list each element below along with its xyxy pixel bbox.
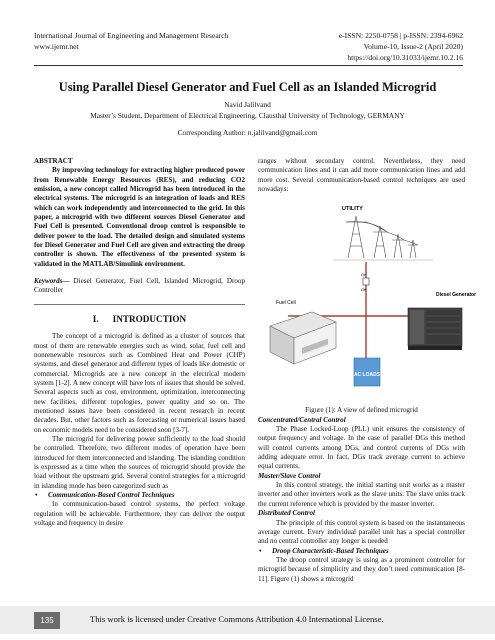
affiliation: Master’s Student, Department of Electrical Engineering, Clausthal University of Technology, GERMANY [90,110,405,120]
header-left [34,30,228,52]
subheading-distributed-control: Distributed Control [258,509,315,518]
fuel-cell-label: Fuel Cell [276,300,296,307]
keywords-list: Diesel Generator, Fuel Cell, Islanded Microgrid, Droop Controller [34,277,245,295]
bullet-droop [258,547,465,556]
paper-title: Using Parallel Diesel Generator and Fuel Cell as an Islanded Microgrid [58,80,437,94]
right-paragraph-3: The principle of this control system is based on the instantaneous average current. Every individual parallel unit has a special controller and no central controller any longer is needed [258,518,465,546]
keywords [34,277,245,296]
section-heading-introduction [34,315,245,324]
page-number: 135 [34,612,60,629]
right-paragraph-0: ranges without secondary control. Nevertheless, they need communication lines and it can add more communication lines and add more cost. Several communication-based control techniques are used nowadays: [258,157,465,194]
abstract-divider [34,304,245,305]
abstract-text: By improving technology for extracting higher produced power from Renewable Energy Resources (RES), and reducing CO2 emission, a new concept called Microgrid has been introduced in the electrical systems. The microgrid is an integration of loads and RES which can work independently and interconnected to the grid. In this paper, a microgrid with two different sources Diesel Generator and Fuel Cell is presented. Conventional droop control is responsible to deliver power to the load. The detailed design and simulated systems for Diesel Generator and Fuel Cell are given and extracting the droop controller is shown. The effectiveness of the presented system is validated in the MATLAB/Simulink environment. [34,166,245,268]
author-name: Navid Jalilvand [224,100,271,109]
section-title: INTRODUCTION [112,313,187,324]
right-paragraph-1: The Phase Locked-Loop (PLL) unit ensures the consistency of output frequency and voltage. In the case of parallel DGs this method will control currents among DGs, and control currents of DGs with adding adequate error. In fact, DGs track average current to achieve equal currents. [258,425,465,471]
license-notice[interactable]: This work is licensed under Creative Commons Attribution 4.0 International License. [90,614,384,624]
author-block [0,100,495,121]
bullet-text: Communication-Based Control Techniques [48,491,175,499]
volume-issue: Volume-10, Issue-2 (April 2020) [363,42,463,51]
keywords-label: Keywords— [34,277,70,286]
header-right [339,30,463,63]
corresponding-author: Corresponding Author: n.jalilvand@gmail.com [177,128,318,137]
intro-paragraph-1: The concept of a microgrid is defined as a cluster of sources that most of them are renewable energies such as wind, solar, fuel cell and nonrenewable resources such as Combined Heat and Power (CHP) systems, and diesel generator and different types of loads like domestic or commercial. Microgrids are a new concept in the electrical modern system [1-2]. A new concept will have lots of issues that should be solved. Several aspects such as cost, environment, optimization, interconnecting new facilities, different topologies, power quality and so on. The mentioned issues have been considered in recent research in recent decades. But, other factors such as forecasting or numerical issues based on economic models need to be considered soon [3-7]. [34,332,246,434]
microgrid-diagram [258,198,477,400]
right-paragraph-4: The droop control strategy is using as a prominent controller for microgrid because of simplicity and they don’t need communication [8-11]. Figure (1) shows a microgrid [258,555,465,583]
subheading-master-slave: Master/Slave Control [258,471,321,480]
section-number: I. [92,313,99,324]
right-column [258,157,477,584]
diesel-label-text: Diesel Generator [436,292,477,299]
header-rule [34,65,463,66]
bullet-communication [34,491,245,500]
abstract-heading: ABSTRACT [34,157,73,165]
diesel-generator-icon [408,308,462,350]
switch-on-label: On [361,272,367,278]
journal-website[interactable]: www.ijemr.net [34,42,79,51]
intro-paragraph-3: In communication-based control systems, the perfect voltage regulation will be achievable. Furthermore, they can deliver the output voltage and frequency in desire [34,500,245,528]
breaker-switch-icon [363,278,369,285]
intro-paragraph-2: The microgrid for delivering power sufficiently to the load should be controlled. Therefore, two different modes of operation have been introduced for them interconnected and islanding. The islanding condition is expressed as a time when the sources of microgrid should provide the load without the upstream grid. Several control strategies for a microgrid in islanding mode has been categorized such as [34,434,245,490]
utility-label: UTILITY [342,206,363,213]
left-column [34,157,245,528]
power-lines-icon [346,216,418,258]
bullet-text: Droop Characteristic-Based Techniques [272,546,389,555]
doi-link[interactable]: https://doi.org/10.31033/ijemr.10.2.16 [347,53,463,62]
fuel-cell-icon [270,312,336,364]
diesel-label [436,292,476,298]
switch-off-label: Off [361,287,367,293]
bullet-icon: • [259,546,262,555]
figure-caption: Figure (1): A view of defined microgrid [305,406,418,415]
bullet-icon: • [35,491,38,499]
issn: e-ISSN: 2250-0758 | p-ISSN: 2394-6962 [338,31,463,40]
subheading-central-control: Concentrated/Central Control [258,415,346,424]
journal-name: International Journal of Engineering and Management Research [34,31,229,40]
microgrid-figure [258,198,477,400]
ac-loads-label: AC LOADS [353,372,381,379]
right-paragraph-2: In this control strategy, the initial starting unit works as a master inverter and other inverters work as the slave units. The slave units track the current reference which is provided by the master inverter. [258,481,465,508]
